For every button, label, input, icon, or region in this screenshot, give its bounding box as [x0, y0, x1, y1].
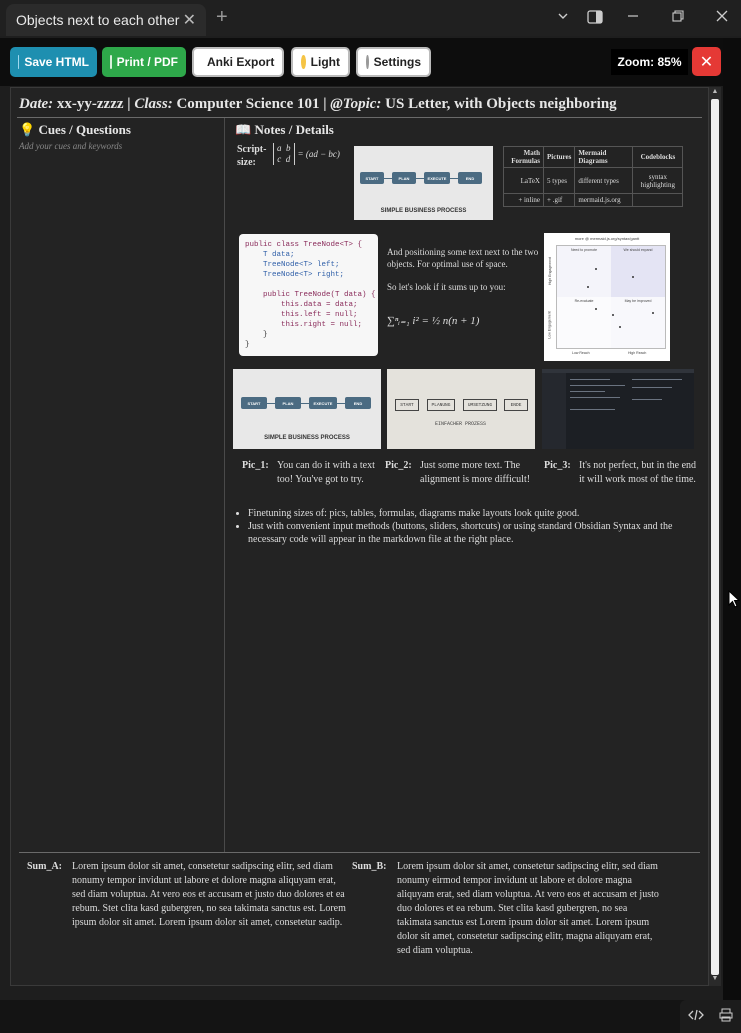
table-header: Pictures	[544, 147, 575, 168]
notes-paragraph	[387, 246, 551, 293]
sun-icon	[301, 55, 306, 69]
determinant-formula	[273, 143, 340, 165]
scroll-thumb[interactable]	[711, 99, 719, 975]
quadrant-point	[587, 286, 589, 288]
quadrant-x-high: High Reach	[628, 351, 647, 355]
printer-icon	[110, 55, 112, 69]
quadrant-grid	[556, 245, 666, 349]
quadrant-chart-image	[544, 233, 670, 361]
flow-arrow	[337, 403, 345, 404]
cues-title	[19, 122, 131, 138]
settings-button[interactable]	[356, 47, 431, 77]
sketch-caption: EINFACHER PROZESS	[435, 421, 487, 427]
quadrant-label: Re-evaluate	[574, 299, 594, 303]
scroll-down-icon[interactable]: ▼	[711, 975, 719, 982]
paragraph-text: So let's look if it sums up to you:	[387, 282, 506, 292]
settings-label: Settings	[373, 55, 421, 69]
sidebar-toggle-icon[interactable]	[584, 8, 606, 28]
quadrant	[557, 246, 611, 297]
print-pdf-button[interactable]	[102, 47, 186, 77]
code-line: }	[245, 331, 268, 339]
pic-caption-label: Pic_1:	[242, 460, 269, 471]
quadrant	[557, 297, 611, 348]
book-icon: 📖	[235, 122, 252, 137]
new-tab-icon[interactable]: +	[216, 6, 228, 28]
pic-caption-text: It's not perfect, but in the end it will work most of the time.	[579, 460, 697, 485]
light-theme-label: Light	[310, 55, 340, 69]
table-cell: LaTeX	[504, 168, 544, 194]
list-item: • Just with convenient input methods (buttons, sliders, shortcuts) or using standard Obsidian Syntax and the necessary code will appear in the markdown file at the right place.	[248, 520, 708, 546]
determinant-result: = (ad − bc)	[297, 149, 340, 159]
bottom-tools	[680, 1000, 741, 1033]
business-process-image-2	[233, 369, 381, 449]
table-row	[504, 168, 683, 194]
tab-title: Objects next to each other	[16, 12, 180, 28]
restore-icon[interactable]	[667, 8, 689, 28]
right-edge-strip	[723, 38, 741, 1000]
code-line: TreeNode<T> right;	[245, 271, 345, 279]
flow-caption: SIMPLE BUSINESS PROCESS	[264, 435, 350, 441]
sketch-step: ENDE	[504, 399, 528, 411]
table-row	[504, 194, 683, 207]
quadrant-point	[619, 326, 621, 328]
features-table	[503, 146, 683, 207]
summary-a-label: Sum_A:	[27, 861, 63, 872]
save-icon	[18, 55, 19, 69]
lightbulb-icon: 💡	[19, 122, 36, 137]
app-toolbar	[0, 38, 741, 86]
code-line: public TreeNode(T data) {	[245, 291, 376, 299]
heading-separator: |	[323, 96, 327, 112]
printer-small-icon[interactable]	[719, 1008, 733, 1025]
table-cell: + inline	[504, 194, 544, 207]
flow-step: PLAN	[392, 172, 416, 184]
screenshot-sidebar	[542, 373, 566, 449]
quadrant-point	[632, 276, 634, 278]
screenshot-line	[570, 379, 610, 380]
topic-label: @Topic:	[330, 96, 382, 112]
quadrant-point	[595, 308, 597, 310]
quadrant-title: more @ mermaid.js.org/syntax/gantt	[574, 236, 640, 241]
notes-title	[235, 122, 334, 138]
quadrant-point	[612, 314, 614, 316]
paragraph-text: And positioning some text next to the two objects. For optimal use of space.	[387, 247, 539, 269]
flow-step: START	[360, 172, 384, 184]
window-close-icon[interactable]	[711, 8, 733, 28]
date-label: Date:	[19, 96, 54, 112]
screenshot-line	[570, 397, 620, 398]
cues-title-text: Cues / Questions	[38, 122, 131, 137]
code-line	[245, 280, 372, 290]
quadrant-label: We should expand	[623, 248, 653, 252]
table-cell: 5 types	[544, 168, 575, 194]
scroll-up-icon[interactable]: ▲	[711, 88, 719, 95]
notes-bullet-list	[248, 507, 708, 546]
minimize-icon[interactable]	[622, 8, 644, 28]
tab-close-icon[interactable]: ✕	[182, 12, 196, 29]
flow-arrow	[301, 403, 309, 404]
screenshot-line	[570, 391, 605, 392]
topic-value: US Letter, with Objects neighboring	[385, 96, 617, 112]
zoom-indicator: Zoom: 85%	[611, 49, 688, 75]
table-cell: different types	[575, 168, 633, 194]
table-header: Math Formulas	[504, 147, 544, 168]
light-theme-button[interactable]	[291, 47, 350, 77]
pic-caption-text: Just some more text. The alignment is more difficult!	[420, 460, 531, 485]
column-divider	[224, 118, 225, 852]
save-html-button[interactable]	[10, 47, 97, 77]
quadrant-label: Need to promote	[570, 248, 598, 252]
sum-formula: ∑ⁿᵢ₌₁ i² = ½ n(n + 1)	[387, 315, 480, 327]
screenshot-line	[632, 379, 682, 380]
quadrant-y-low: Low Engagement	[547, 311, 552, 339]
table-header: Codeblocks	[633, 147, 683, 168]
code-line: this.left = null;	[245, 311, 358, 319]
table-cell: + .gif	[544, 194, 575, 207]
pic-caption-label: Pic_3:	[544, 460, 571, 471]
quadrant-y-high: High Engagement	[548, 256, 553, 286]
table-cell	[633, 194, 683, 207]
close-preview-button[interactable]: ✕	[692, 47, 721, 76]
flow-step: END	[458, 172, 482, 184]
class-label: Class:	[134, 96, 173, 112]
code-line: T data;	[245, 251, 295, 259]
sketch-process-image	[387, 369, 535, 449]
quadrant-point	[652, 312, 654, 314]
flow-arrow	[450, 178, 458, 179]
table-header-row	[504, 147, 683, 168]
matrix: a b c d	[273, 143, 295, 165]
code-line: }	[245, 341, 250, 349]
heading-divider	[17, 117, 702, 118]
save-html-label: Save HTML	[24, 55, 89, 69]
pic-caption-text: You can do it with a text too! You've got to try.	[277, 460, 375, 485]
page-scrollbar[interactable]	[709, 87, 721, 986]
table-cell: mermaid.js.org	[575, 194, 633, 207]
screenshot-line	[570, 385, 625, 386]
mouse-cursor-icon	[728, 590, 740, 608]
table-header: Mermaid Diagrams	[575, 147, 633, 168]
tab-list-icon[interactable]	[552, 8, 574, 28]
business-process-image	[354, 146, 493, 220]
flow-arrow	[384, 178, 392, 179]
browser-tab[interactable]	[6, 4, 206, 36]
cues-hint: Add your cues and keywords	[19, 141, 123, 151]
quadrant	[611, 246, 665, 297]
gear-icon	[366, 55, 369, 69]
anki-export-button[interactable]	[192, 47, 284, 77]
screenshot-line	[632, 387, 672, 388]
sketch-step: UMSETZUNG	[463, 399, 497, 411]
summary-b-text: Lorem ipsum dolor sit amet, consetetur sadipscing elitr, sed diam nonumy eirmod tempor invidunt ut labore et dolore magna aliquyam erat, sed diam voluptua. At vero eos et accusam et justo duo dolores et ea rebum. Stet clita kasd gubergren, no sea takimata sanctus est Lorem ipsum dolor sit amet. Lorem ipsum dolor sit amet, consetetur sadipscing elitr, magna aliquyam erat, sed diam voluptua.	[397, 861, 659, 956]
class-value: Computer Science 101	[176, 96, 320, 112]
anki-export-label: Anki Export	[207, 55, 275, 69]
screenshot-line	[570, 409, 615, 410]
quadrant-x-low: Low Reach	[572, 351, 590, 355]
flow-caption: SIMPLE BUSINESS PROCESS	[380, 208, 467, 214]
obsidian-screenshot-image	[542, 369, 694, 449]
sketch-step: PLANUNG	[427, 399, 455, 411]
code-line: this.right = null;	[245, 321, 363, 329]
summary-divider	[19, 852, 700, 853]
flow-arrow	[416, 178, 424, 179]
flow-step: EXECUTE	[309, 397, 337, 409]
date-value: xx-yy-zzzz	[56, 96, 124, 112]
flow-step: END	[345, 397, 371, 409]
flow-arrow	[267, 403, 275, 404]
heading-separator: |	[127, 96, 131, 112]
code-block	[239, 234, 378, 356]
print-pdf-label: Print / PDF	[116, 55, 178, 69]
list-item: • Finetuning sizes of: pics, tables, formulas, diagrams make layouts look quite good.	[248, 507, 708, 520]
table-cell: syntax highlighting	[633, 168, 683, 194]
sketch-step: START	[395, 399, 419, 411]
quadrant-label: May be improved	[624, 299, 652, 303]
summary-b-label: Sum_B:	[352, 861, 387, 872]
code-view-icon[interactable]	[688, 1009, 704, 1024]
flow-step: PLAN	[275, 397, 301, 409]
notes-title-text: Notes / Details	[254, 122, 334, 137]
summary-a-text: Lorem ipsum dolor sit amet, consetetur sadipscing elitr, sed diam nonumy tempor invidunt ut labore et dolore magna aliquyam erat, sed diam voluptua. At vero eos et accusam et justo duo dolores et ea rebum. Stet clita kasd gubergren, no sea takimata sanctus est. Lorem ipsum dolor sit amet. Lorem ipsum dolor sit amet, consetetur sadip.	[72, 861, 346, 928]
quadrant	[611, 297, 665, 348]
screenshot-line	[632, 399, 662, 400]
quadrant-point	[595, 268, 597, 270]
note-page	[10, 87, 709, 986]
code-line: TreeNode<T> left;	[245, 261, 340, 269]
browser-tabbar	[0, 0, 741, 36]
script-size-label: Script-size:	[237, 144, 267, 168]
pic-caption-label: Pic_2:	[385, 460, 412, 471]
page-heading	[19, 96, 617, 113]
code-line: this.data = data;	[245, 301, 358, 309]
bottom-bar	[0, 1000, 741, 1033]
code-line: public class TreeNode<T> {	[245, 241, 363, 249]
flow-step: START	[241, 397, 267, 409]
flow-step: EXECUTE	[424, 172, 450, 184]
